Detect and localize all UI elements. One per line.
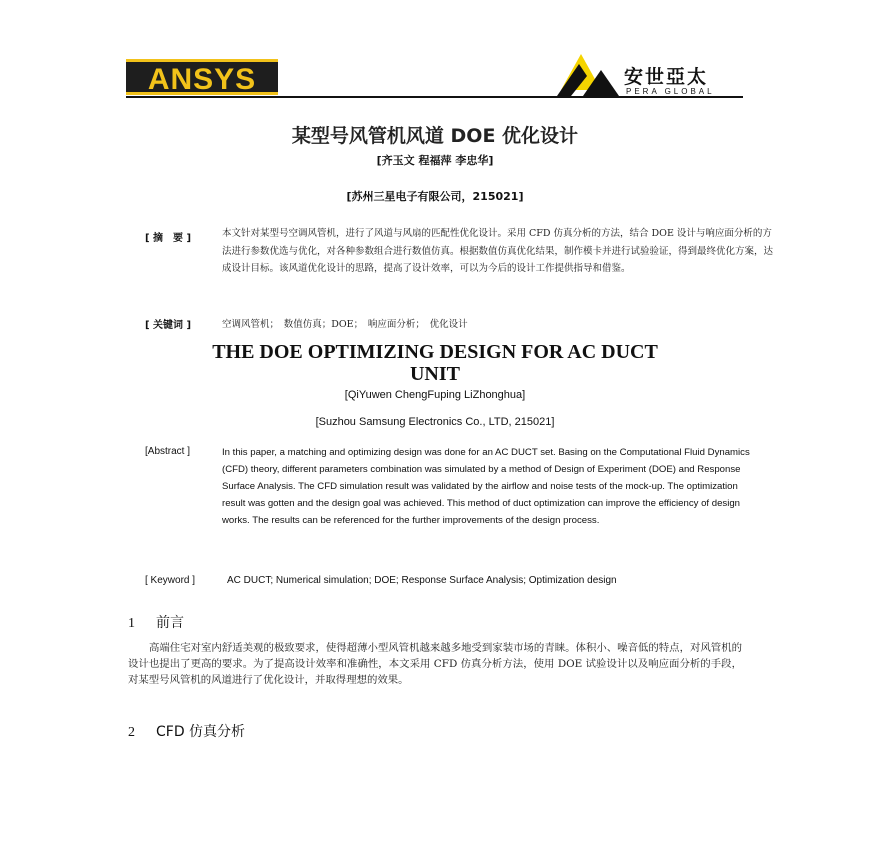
english-abstract-label: [Abstract ] xyxy=(145,446,191,457)
english-affiliation: [Suzhou Samsung Electronics Co., LTD, 215021] xyxy=(315,416,555,428)
pera-global-logo-subtext: PERA GLOBAL xyxy=(626,87,715,96)
header-divider xyxy=(126,96,743,98)
english-abstract: In this paper, a matching and optimizing design was done for an AC DUCT set. Basing on the Computational Fluid Dynamics (CFD) theory, different parameters combination was simulated by a method of Design of Experiment (DOE) and Response Surface Analysis. The CFD simulation result was validated by the airflow and noise tests of the mock-up. The optimization result was gotten and the design goal was achieved. This method of duct optimization can improve the efficiency of design works. The results can be referenced for the further improvements of the design process. xyxy=(222,447,750,526)
chinese-authors: [齐玉文 程福萍 李忠华] xyxy=(376,154,494,167)
section-body-introduction: 高端住宅对室内舒适美观的极致要求，使得超薄小型风管机越来越多地受到家装市场的青睐。体积小、噪音低的特点，对风管机的设计也提出了更高的要求。为了提高设计效率和准确性，本文采用 CFD 仿真分析方法，使用 DOE 试验设计以及响应面分析的手段，对某型号风管机的风道进行了优化设计，并取得理想的效果。 xyxy=(128,642,742,686)
chinese-keywords-label: [ 关键词 ] xyxy=(145,320,192,331)
chinese-title: 某型号风管机风道 DOE 优化设计 xyxy=(291,125,579,147)
english-keywords: AC DUCT; Numerical simulation; DOE; Response Surface Analysis; Optimization design xyxy=(227,575,617,586)
section-heading-cfd xyxy=(128,721,245,741)
chinese-abstract: 本文针对某型号空调风管机，进行了风道与风扇的匹配性优化设计。采用 CFD 仿真分析的方法，结合 DOE 设计与响应面分析的方法进行参数优选与优化，对各种参数组合进行数值仿真。根据数值仿真优化结果，制作模卡并进行试验验证，得到最终优化方案，达成设计目标。该风道优化设计的思路，提高了设计效率，可以为今后的设计工作提供指导和借鉴。 xyxy=(222,228,774,274)
section-title: 前言 xyxy=(156,615,184,631)
chinese-affiliation: [苏州三星电子有限公司，215021] xyxy=(346,190,524,203)
english-keywords-label: [ Keyword ] xyxy=(145,575,196,586)
section-heading-introduction xyxy=(128,612,184,632)
chinese-abstract-label: [ 摘 要 ] xyxy=(145,233,192,244)
pera-global-logo-text: 安世亞太 xyxy=(624,66,709,88)
section-number: 1 xyxy=(128,616,135,631)
pera-global-logo-mark xyxy=(557,52,619,96)
chinese-keywords: 空调风管机； 数值仿真；DOE； 响应面分析； 优化设计 xyxy=(222,319,468,330)
section-number: 2 xyxy=(128,725,135,740)
english-authors: [QiYuwen ChengFuping LiZhonghua] xyxy=(344,389,526,401)
section-title: CFD 仿真分析 xyxy=(156,724,246,740)
english-title: THE DOE OPTIMIZING DESIGN FOR AC DUCT UNIT xyxy=(212,341,658,385)
ansys-logo: ANSYS xyxy=(126,59,278,95)
